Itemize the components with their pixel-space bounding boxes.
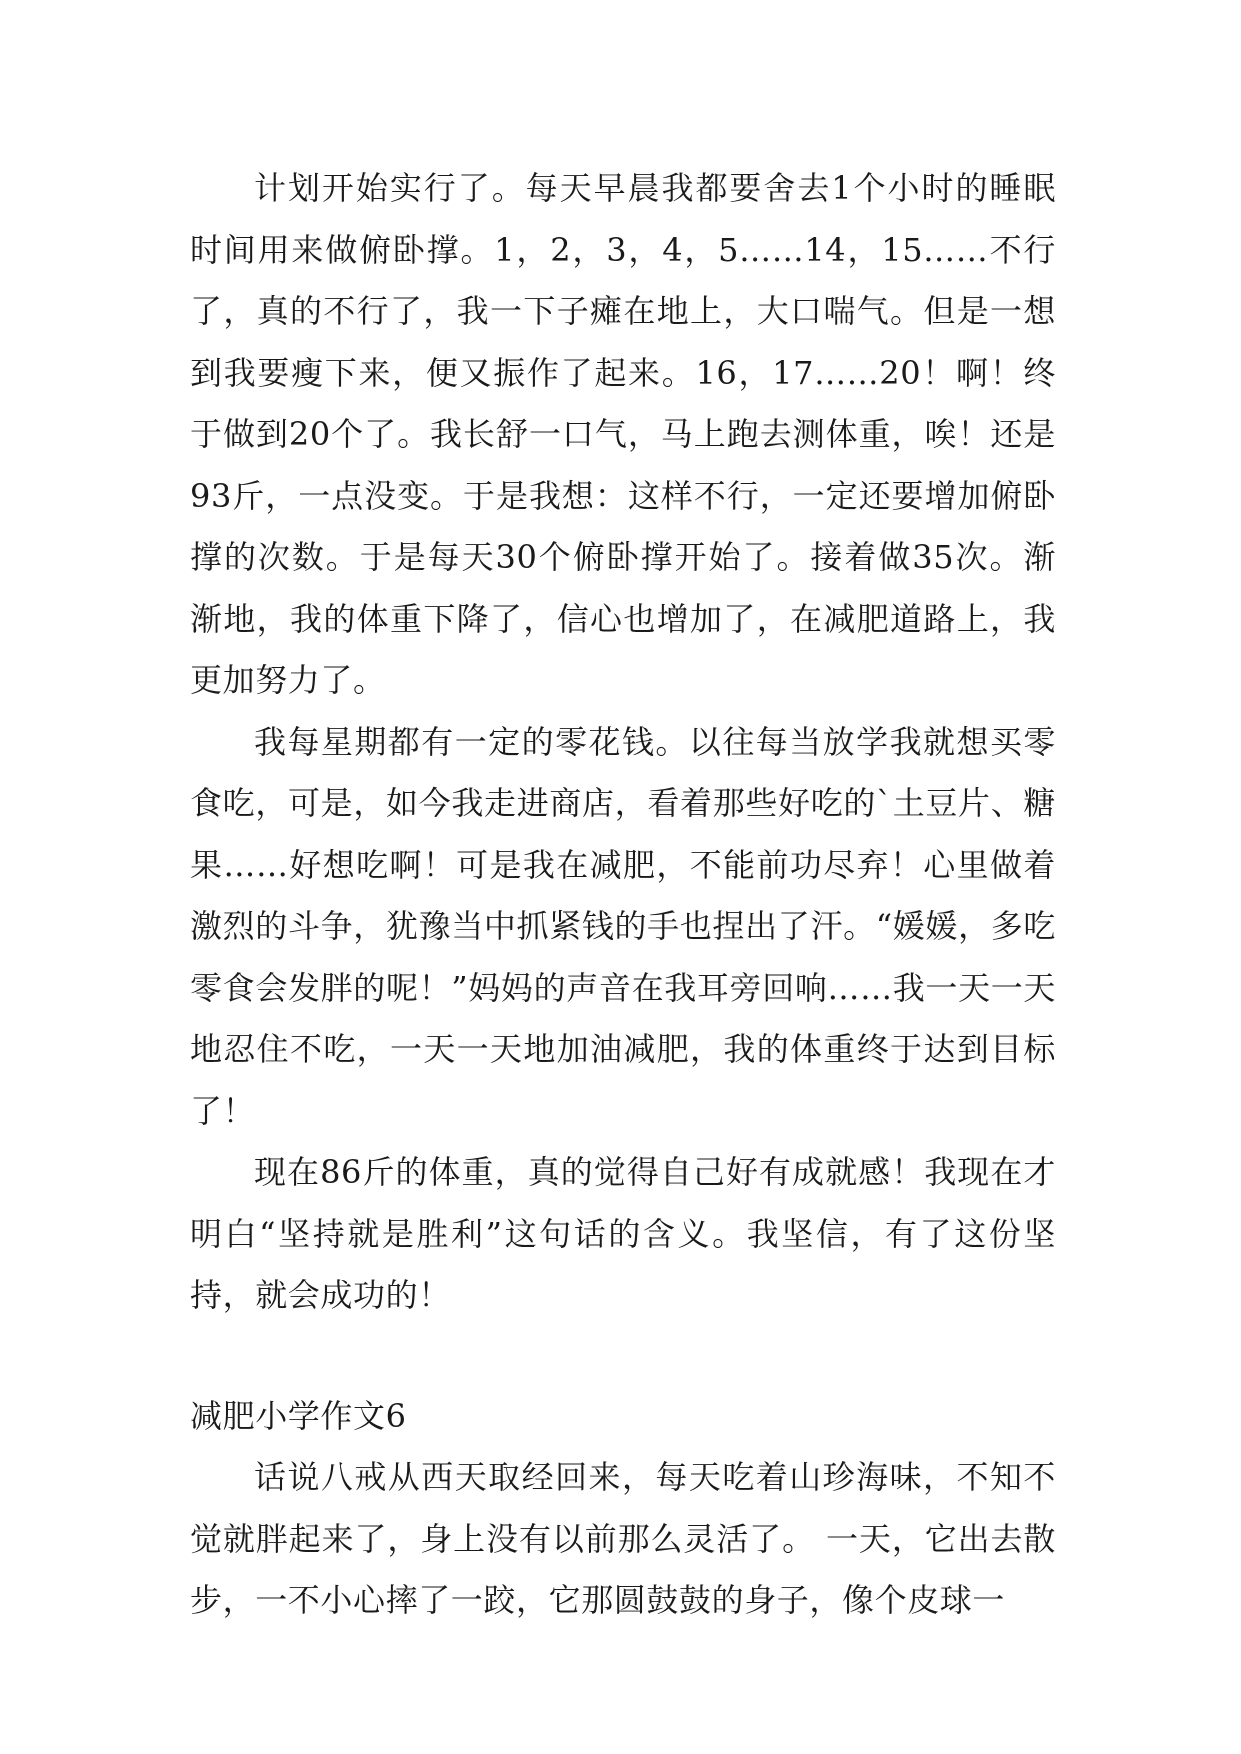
paragraph-bajie-story: 话说八戒从西天取经回来，每天吃着山珍海味，不知不觉就胖起来了，身上没有以前那么灵活了。 一天，它出去散步，一不小心摔了一跤，它那圆鼓鼓的身子，像个皮球一 bbox=[190, 1458, 1056, 1619]
essay-heading: 减肥小学作文6 bbox=[190, 1396, 407, 1435]
paragraph-pocket-money: 我每星期都有一定的零花钱。以往每当放学我就想买零食吃，可是，如今我走进商店，看着那些好吃的`土豆片、糖果……好想吃啊！可是我在减肥，不能前功尽弃！心里做着激烈的斗争，犹豫当中抓紧钱的手也捏出了汗。“媛媛，多吃零食会发胖的呢！”妈妈的声音在我耳旁回响……我一天一天地忍住不吃，一天一天地加油减肥，我的体重终于达到目标了！ bbox=[190, 722, 1056, 1130]
paragraph-conclusion: 现在86斤的体重，真的觉得自己好有成就感！我现在才明白“坚持就是胜利”这句话的含义。我坚信，有了这份坚持，就会成功的！ bbox=[190, 1153, 1056, 1314]
paragraph-pushup-plan: 计划开始实行了。每天早晨我都要舍去1个小时的睡眠时间用来做俯卧撑。1，2，3，4，5……14，15……不行了，真的不行了，我一下子瘫在地上，大口喘气。但是一想到我要瘦下来，便又振作了起来。16，17……20！啊！终于做到20个了。我长舒一口气，马上跑去测体重，唉！还是93斤，一点没变。于是我想：这样不行，一定还要增加俯卧撑的次数。于是每天30个俯卧撑开始了。接着做35次。渐渐地，我的体重下降了，信心也增加了，在减肥道路上，我更加努力了。 bbox=[190, 169, 1056, 699]
document-body bbox=[190, 158, 1056, 1632]
